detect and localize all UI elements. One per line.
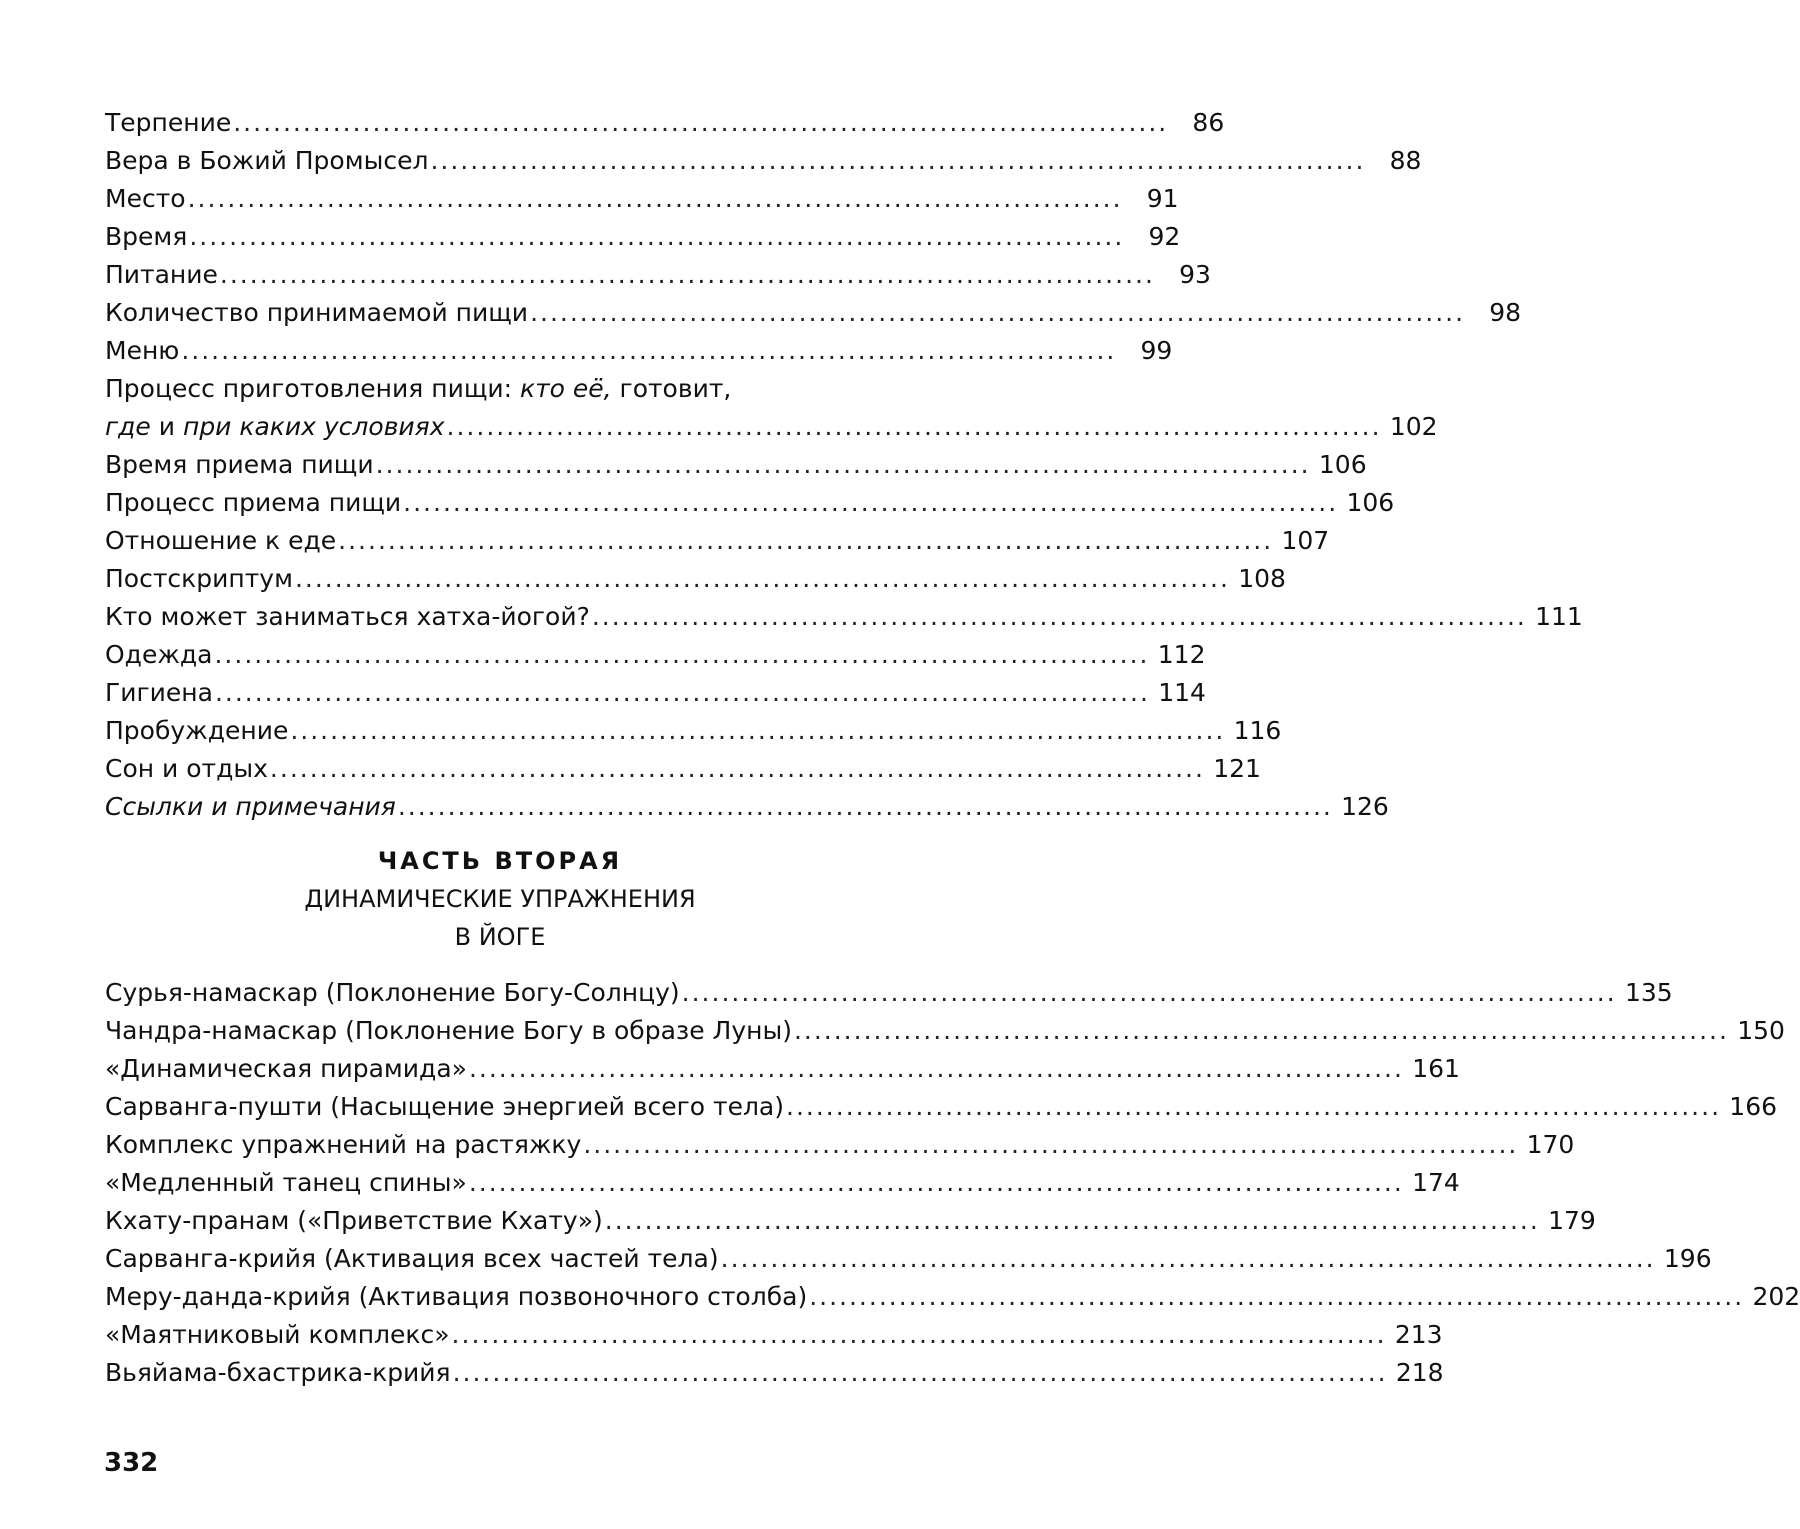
entry-page: 106 <box>1318 450 1367 479</box>
part-subtitle-line2: В ЙОГЕ <box>454 923 546 951</box>
entry-text-italic: при каких условиях <box>182 412 445 441</box>
entry-page: 135 <box>1624 978 1673 1007</box>
entry-page: 174 <box>1412 1168 1460 1197</box>
entry-title: Отношение к еде <box>105 526 337 555</box>
leader-dots: .............................................................................................. <box>468 1168 1404 1197</box>
toc-entry <box>105 1050 1460 1088</box>
entry-title: Кхату-пранам («Приветствие Кхату») <box>105 1206 603 1235</box>
leader-dots: .............................................................................................. <box>214 678 1150 707</box>
entry-text: Процесс приготовления пищи: <box>105 374 520 403</box>
leader-dots: .............................................................................................. <box>452 1358 1388 1387</box>
leader-dots: .............................................................................................. <box>446 412 1382 441</box>
entry-page: 150 <box>1737 1016 1785 1045</box>
entry-title-line1 <box>105 370 731 408</box>
entry-title: Время <box>105 222 188 251</box>
entry-page: 166 <box>1729 1092 1778 1121</box>
leader-dots: .............................................................................................. <box>181 336 1117 365</box>
toc-part-two <box>105 974 1800 1392</box>
toc-entry <box>105 180 1179 218</box>
entry-page: 114 <box>1158 678 1206 707</box>
leader-dots: .............................................................................................. <box>468 1054 1404 1083</box>
toc-entry <box>105 1278 1800 1316</box>
leader-dots: .............................................................................................. <box>793 1016 1729 1045</box>
toc-entry <box>105 1012 1785 1050</box>
entry-title: Меру-данда-крийя (Активация позвоночного столба) <box>105 1282 808 1311</box>
leader-dots: .............................................................................................. <box>189 222 1125 251</box>
entry-text: и <box>150 412 183 441</box>
entry-page: 179 <box>1548 1206 1596 1235</box>
toc-entry <box>105 1088 1778 1126</box>
toc-entry <box>105 1240 1712 1278</box>
leader-dots: .............................................................................................. <box>451 1320 1387 1349</box>
entry-page: 86 <box>1192 108 1225 137</box>
entry-page: 93 <box>1179 260 1211 289</box>
entry-title: «Динамическая пирамида» <box>105 1054 467 1083</box>
entry-text-italic: кто её, <box>519 374 612 403</box>
toc-entry <box>105 974 1673 1012</box>
toc-entry <box>105 712 1282 750</box>
toc-entry <box>105 1316 1443 1354</box>
entry-page: 88 <box>1389 146 1422 175</box>
entry-page: 111 <box>1535 602 1583 631</box>
toc-entry-multiline-first <box>105 370 977 408</box>
leader-dots: .............................................................................................. <box>604 1206 1540 1235</box>
entry-page: 202 <box>1752 1282 1800 1311</box>
entry-page: 106 <box>1346 488 1395 517</box>
entry-title: «Маятниковый комплекс» <box>105 1320 450 1349</box>
entry-page: 121 <box>1213 754 1261 783</box>
entry-title: Чандра-намаскар (Поклонение Богу в образе Луны) <box>105 1016 792 1045</box>
entry-title: Меню <box>105 336 180 365</box>
part-title: ЧАСТЬ ВТОРАЯ <box>377 847 623 875</box>
entry-page: 102 <box>1389 412 1438 441</box>
toc-entry <box>105 142 1422 180</box>
entry-title: Сурья-намаскар (Поклонение Богу-Солнцу) <box>105 978 680 1007</box>
leader-dots: .............................................................................................. <box>294 564 1230 593</box>
entry-page: 213 <box>1394 1320 1443 1349</box>
entry-page: 218 <box>1395 1358 1444 1387</box>
entry-title: Пробуждение <box>105 716 289 745</box>
entry-title: Питание <box>105 260 218 289</box>
toc-entry <box>105 1354 1444 1392</box>
entry-page: 196 <box>1663 1244 1712 1273</box>
toc-entry <box>105 750 1261 788</box>
leader-dots: .............................................................................................. <box>397 792 1333 821</box>
entry-title: Место <box>105 184 186 213</box>
leader-dots: .............................................................................................. <box>233 108 1169 137</box>
toc-entry <box>105 104 1225 142</box>
leader-dots: .............................................................................................. <box>214 640 1150 669</box>
entry-page: 161 <box>1412 1054 1460 1083</box>
entry-page: 170 <box>1526 1130 1575 1159</box>
entry-page: 108 <box>1238 564 1286 593</box>
toc-entry <box>105 1164 1460 1202</box>
toc-entry <box>105 218 1181 256</box>
entry-title: Время приема пищи <box>105 450 374 479</box>
leader-dots: .............................................................................................. <box>187 184 1123 213</box>
toc-entry <box>105 484 1395 522</box>
leader-dots: .............................................................................................. <box>403 488 1339 517</box>
toc-entry <box>105 674 1206 712</box>
entry-title: «Медленный танец спины» <box>105 1168 467 1197</box>
entry-page: 92 <box>1148 222 1181 251</box>
entry-text: готовит, <box>611 374 732 403</box>
toc-entry <box>105 636 1206 674</box>
toc-entry <box>105 560 1286 598</box>
entry-title: Вьяйама-бхастрика-крийя <box>105 1358 451 1387</box>
page-number: 332 <box>104 1448 159 1478</box>
toc-entry <box>105 256 1211 294</box>
entry-text-italic: где <box>105 412 151 441</box>
toc-part-one <box>105 104 1583 826</box>
entry-title: Количество принимаемой пищи <box>105 298 529 327</box>
leader-dots: .............................................................................................. <box>290 716 1226 745</box>
leader-dots: .............................................................................................. <box>809 1282 1745 1311</box>
entry-title: Постскриптум <box>105 564 293 593</box>
leader-dots: .............................................................................................. <box>269 754 1205 783</box>
entry-page: 99 <box>1140 336 1173 365</box>
toc-entry <box>105 294 1522 332</box>
leader-dots: .............................................................................................. <box>583 1130 1519 1159</box>
toc-entry <box>105 598 1583 636</box>
entry-page: 107 <box>1281 526 1330 555</box>
leader-dots: .............................................................................................. <box>720 1244 1656 1273</box>
leader-dots: .............................................................................................. <box>681 978 1617 1007</box>
entry-title: Одежда <box>105 640 213 669</box>
toc-entry-multiline-second <box>105 408 1438 446</box>
entry-page: 112 <box>1157 640 1206 669</box>
entry-title: Сарванга-пушти (Насыщение энергией всего тела) <box>105 1092 785 1121</box>
toc-entry <box>105 522 1330 560</box>
leader-dots: .............................................................................................. <box>375 450 1311 479</box>
leader-dots: .............................................................................................. <box>430 146 1366 175</box>
entry-title: Вера в Божий Промысел <box>105 146 429 175</box>
entry-page: 91 <box>1146 184 1179 213</box>
toc-entry <box>105 446 1367 484</box>
entry-title-line2 <box>105 408 445 446</box>
entry-page: 98 <box>1489 298 1522 327</box>
entry-page: 126 <box>1341 792 1389 821</box>
toc-entry <box>105 1126 1575 1164</box>
entry-title: Терпение <box>105 108 232 137</box>
leader-dots: .............................................................................................. <box>786 1092 1722 1121</box>
entry-title: Сон и отдых <box>105 754 268 783</box>
leader-dots: .............................................................................................. <box>338 526 1274 555</box>
toc-entry-notes <box>105 788 1389 826</box>
leader-dots: .............................................................................................. <box>530 298 1466 327</box>
entry-title: Ссылки и примечания <box>105 792 396 821</box>
entry-title: Сарванга-крийя (Активация всех частей тела) <box>105 1244 719 1273</box>
toc-entry <box>105 332 1173 370</box>
entry-title: Кто может заниматься хатха-йогой? <box>105 602 590 631</box>
entry-title: Комплекс упражнений на растяжку <box>105 1130 582 1159</box>
toc-entry <box>105 1202 1596 1240</box>
entry-title: Процесс приема пищи <box>105 488 402 517</box>
entry-page: 116 <box>1233 716 1282 745</box>
leader-dots: .............................................................................................. <box>591 602 1527 631</box>
part-subtitle-line1: ДИНАМИЧЕСКИЕ УПРАЖНЕНИЯ <box>304 885 696 913</box>
entry-title: Гигиена <box>105 678 213 707</box>
leader-dots: .............................................................................................. <box>219 260 1155 289</box>
